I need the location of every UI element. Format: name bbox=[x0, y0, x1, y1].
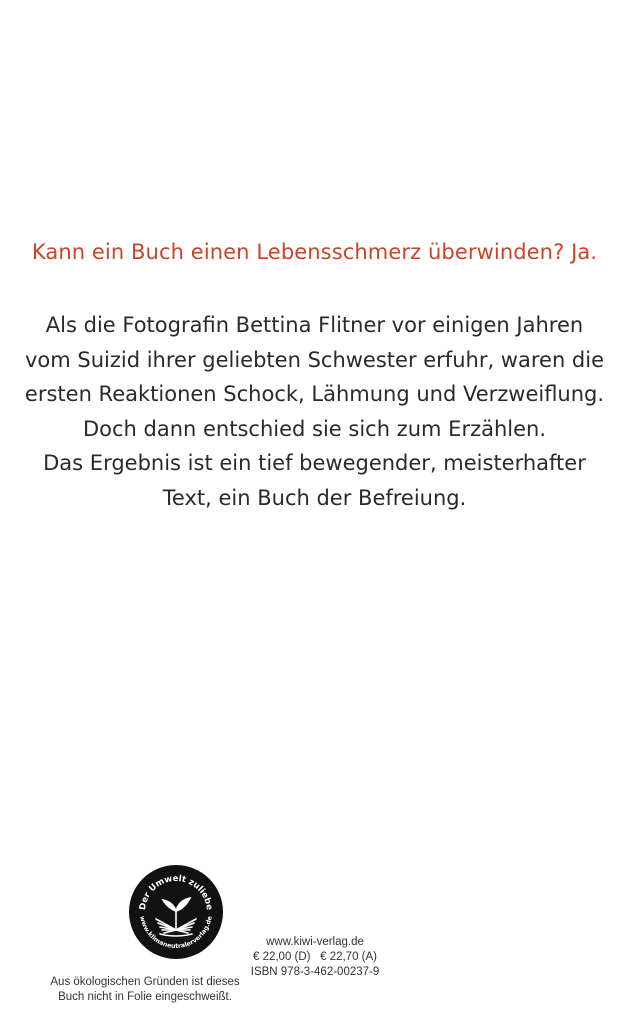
blurb-line: Text, ein Buch der Befreiung. bbox=[162, 485, 467, 510]
blurb-line: ersten Reaktionen Schock, Lähmung und Verzweiflung. bbox=[24, 382, 605, 406]
blurb-line: Als die Fotografin Bettina Flitner vor einigen Jahren bbox=[45, 313, 584, 337]
eco-note-line: Buch nicht in Folie eingeschweißt. bbox=[58, 991, 232, 1003]
price-line: € 22,00 (D) € 22,70 (A) bbox=[252, 951, 377, 963]
tagline: Kann ein Buch einen Lebensschmerz überwinden? Ja. bbox=[31, 240, 598, 264]
blurb bbox=[0, 308, 629, 515]
seal-top-text: Der Umwelt zuliebe bbox=[137, 873, 215, 911]
blurb-line: Das Ergebnis ist ein tief bewegender, meisterhafter bbox=[43, 451, 586, 475]
seal-graphic bbox=[128, 864, 224, 960]
publisher-info bbox=[235, 935, 395, 980]
eco-note-line: Aus ökologischen Gründen ist dieses bbox=[50, 976, 240, 988]
seal-bottom-text: www.klimaneutralerverlag.de bbox=[138, 915, 214, 951]
climate-neutral-seal bbox=[128, 864, 224, 960]
blurb-line: Doch dann entschied sie sich zum Erzählen. bbox=[82, 416, 547, 441]
eco-note bbox=[40, 975, 250, 1005]
isbn: ISBN 978-3-462-00237-9 bbox=[250, 966, 380, 978]
publisher-website: www.kiwi-verlag.de bbox=[266, 936, 364, 948]
blurb-line: vom Suizid ihrer geliebten Schwester erfuhr, waren die bbox=[24, 347, 605, 372]
